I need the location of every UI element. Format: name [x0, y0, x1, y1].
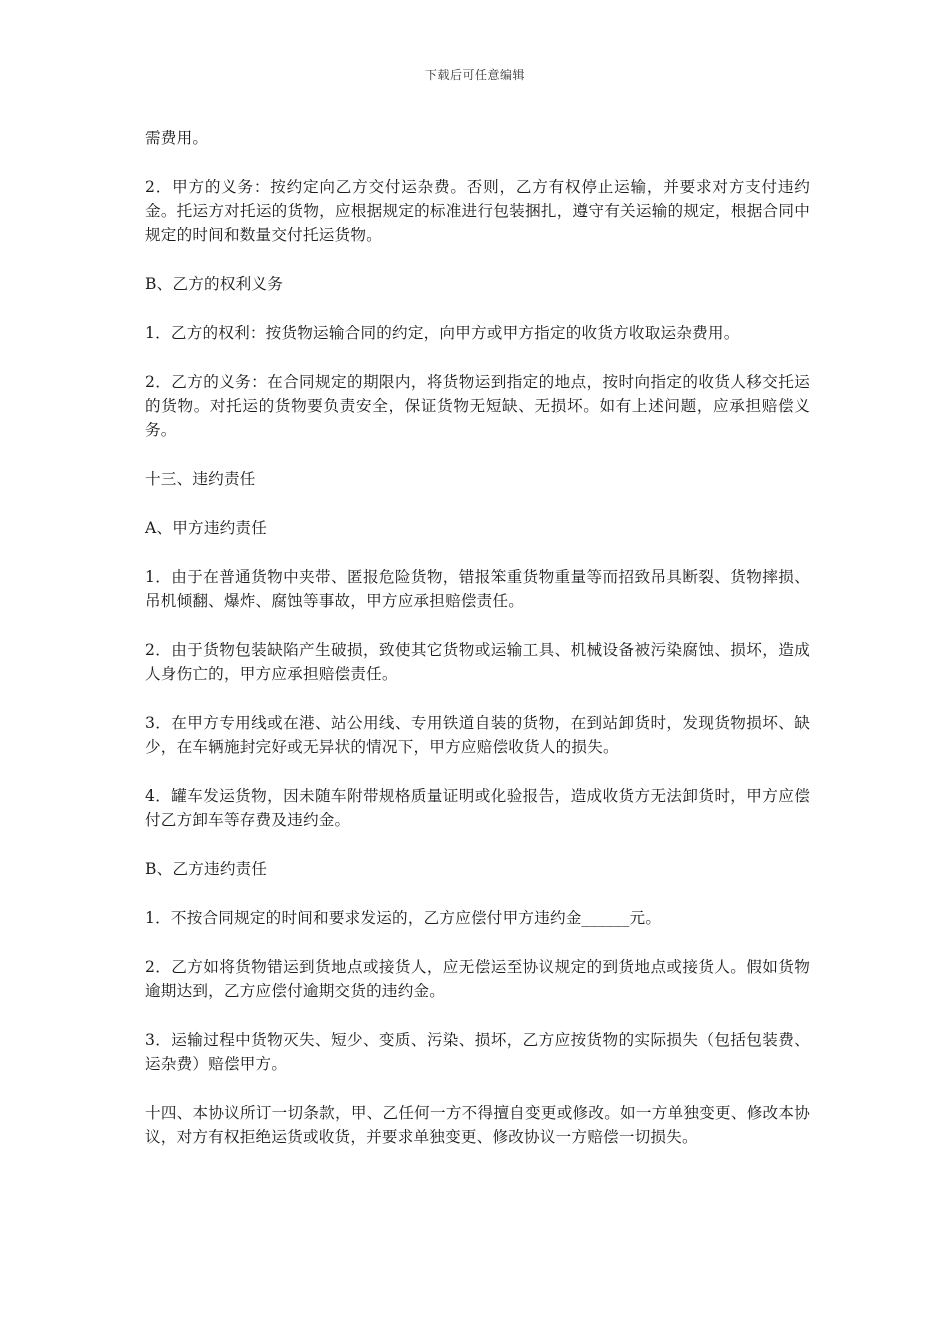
section-heading-party-b-rights: B、乙方的权利义务: [145, 275, 284, 293]
page-header-note: 下载后可任意编辑: [424, 68, 525, 82]
section-heading-breach-liability: 十三、违约责任: [145, 470, 256, 488]
paragraph-party-a-breach-1: 1．由于在普通货物中夹带、匿报危险货物，错报笨重货物重量等而招致吊具断裂、货物摔损、吊机倾翻、爆炸、腐蚀等事故，甲方应承担赔偿责任。: [145, 568, 810, 610]
document-body: [145, 126, 810, 1174]
paragraph-party-b-breach-3: 3．运输过程中货物灭失、短少、变质、污染、损坏，乙方应按货物的实际损失（包括包装费、运杂费）赔偿甲方。: [145, 1031, 810, 1073]
paragraph-party-a-breach-2: 2．由于货物包装缺陷产生破损，致使其它货物或运输工具、机械设备被污染腐蚀、损坏，造成人身伤亡的，甲方应承担赔偿责任。: [145, 641, 810, 683]
paragraph-party-a-obligations: 2．甲方的义务：按约定向乙方交付运杂费。否则，乙方有权停止运输，并要求对方支付违约金。托运方对托运的货物，应根据规定的标准进行包装捆扎，遵守有关运输的规定，根据合同中规定的时间和数量交付托运货物。: [145, 178, 810, 244]
paragraph-party-b-breach-2: 2．乙方如将货物错运到货地点或接货人，应无偿运至协议规定的到货地点或接货人。假如货物逾期达到，乙方应偿付逾期交货的违约金。: [145, 958, 810, 1000]
paragraph-party-b-rights: 1．乙方的权利：按货物运输合同的约定，向甲方或甲方指定的收货方收取运杂费用。: [145, 324, 740, 342]
paragraph-party-b-obligations: 2．乙方的义务：在合同规定的期限内，将货物运到指定的地点，按时向指定的收货人移交托运的货物。对托运的货物要负责安全，保证货物无短缺、无损坏。如有上述问题，应承担赔偿义务。: [145, 373, 810, 439]
paragraph-party-a-breach-3: 3．在甲方专用线或在港、站公用线、专用铁道自装的货物，在到站卸货时，发现货物损坏、缺少，在车辆施封完好或无异状的情况下，甲方应赔偿收货人的损失。: [145, 714, 810, 756]
paragraph-fee-continuation: 需费用。: [145, 129, 209, 147]
paragraph-party-b-breach-1: 1．不按合同规定的时间和要求发运的，乙方应偿付甲方违约金______元。: [145, 909, 662, 927]
paragraph-clause-fourteen: 十四、本协议所订一切条款，甲、乙任何一方不得擅自变更或修改。如一方单独变更、修改本协议，对方有权拒绝运货或收货，并要求单独变更、修改协议一方赔偿一切损失。: [145, 1104, 810, 1146]
section-heading-party-a-breach: A、甲方违约责任: [145, 519, 268, 537]
paragraph-party-a-breach-4: 4．罐车发运货物，因未随车附带规格质量证明或化验报告，造成收货方无法卸货时，甲方应偿付乙方卸车等存费及违约金。: [145, 787, 810, 829]
section-heading-party-b-breach: B、乙方违约责任: [145, 860, 268, 878]
